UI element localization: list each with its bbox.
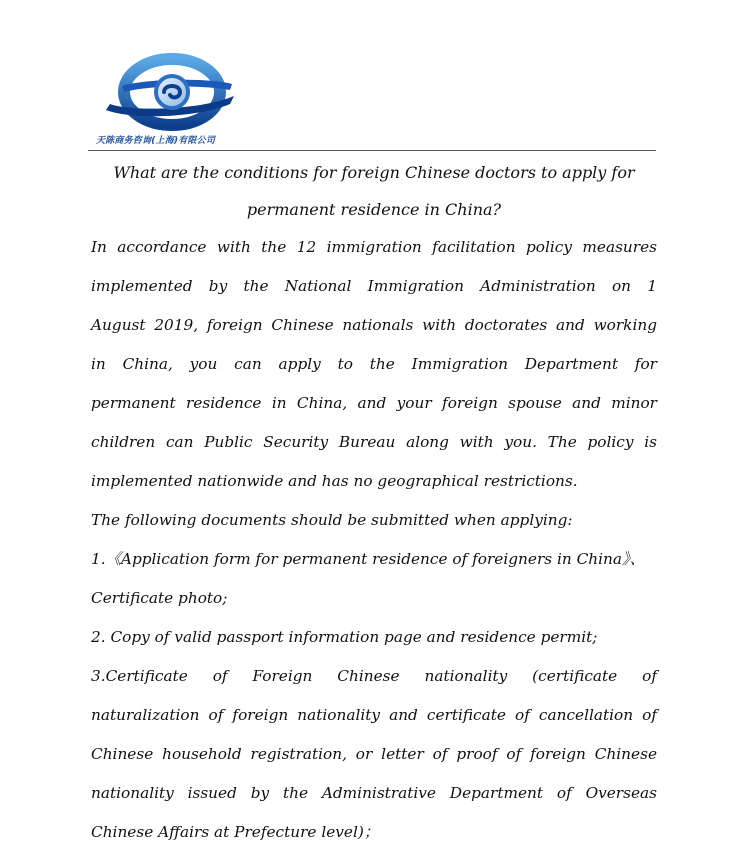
item3-line: 3.Certificate of Foreign Chinese nationality (certificate of [91,667,657,685]
item3-line: nationality issued by the Administrative Department of Overseas [91,784,657,802]
item3-line: Chinese household registration, or letter of proof of foreign Chinese [91,745,657,763]
intro-line: permanent residence in China, and your foreign spouse and minor [91,394,657,412]
document-title [91,154,657,228]
intro-line: in China, you can apply to the Immigration Department for [91,355,657,373]
document-item-1: 1.《Application form for permanent residence of foreigners in China》、 Certificate photo; [91,550,645,607]
company-logo [102,52,238,132]
document-item-3 [91,657,657,852]
intro-line: implemented nationwide and has no geographical restrictions. [91,472,578,490]
intro-line: August 2019, foreign Chinese nationals with doctorates and working [91,316,657,334]
intro-line: In accordance with the 12 immigration facilitation policy measures [91,238,657,256]
header-divider [88,150,656,151]
item3-line: naturalization of foreign nationality and certificate of cancellation of [91,706,657,724]
company-name: 天陈商务咨询(上海)有限公司 [96,136,216,146]
title-line-1: What are the conditions for foreign Chinese doctors to apply for [113,163,635,182]
intro-line: children can Public Security Bureau along with you. The policy is [91,433,657,451]
letterhead [88,52,658,152]
document-body [91,154,657,852]
document-item-2: 2. Copy of valid passport information page and residence permit; [91,628,598,646]
documents-heading: The following documents should be submitted when applying: [91,511,573,529]
item3-line: Chinese Affairs at Prefecture level)； [91,823,380,841]
intro-line: implemented by the National Immigration Administration on 1 [91,277,657,295]
title-line-2: permanent residence in China? [246,200,502,219]
intro-paragraph [91,228,657,501]
